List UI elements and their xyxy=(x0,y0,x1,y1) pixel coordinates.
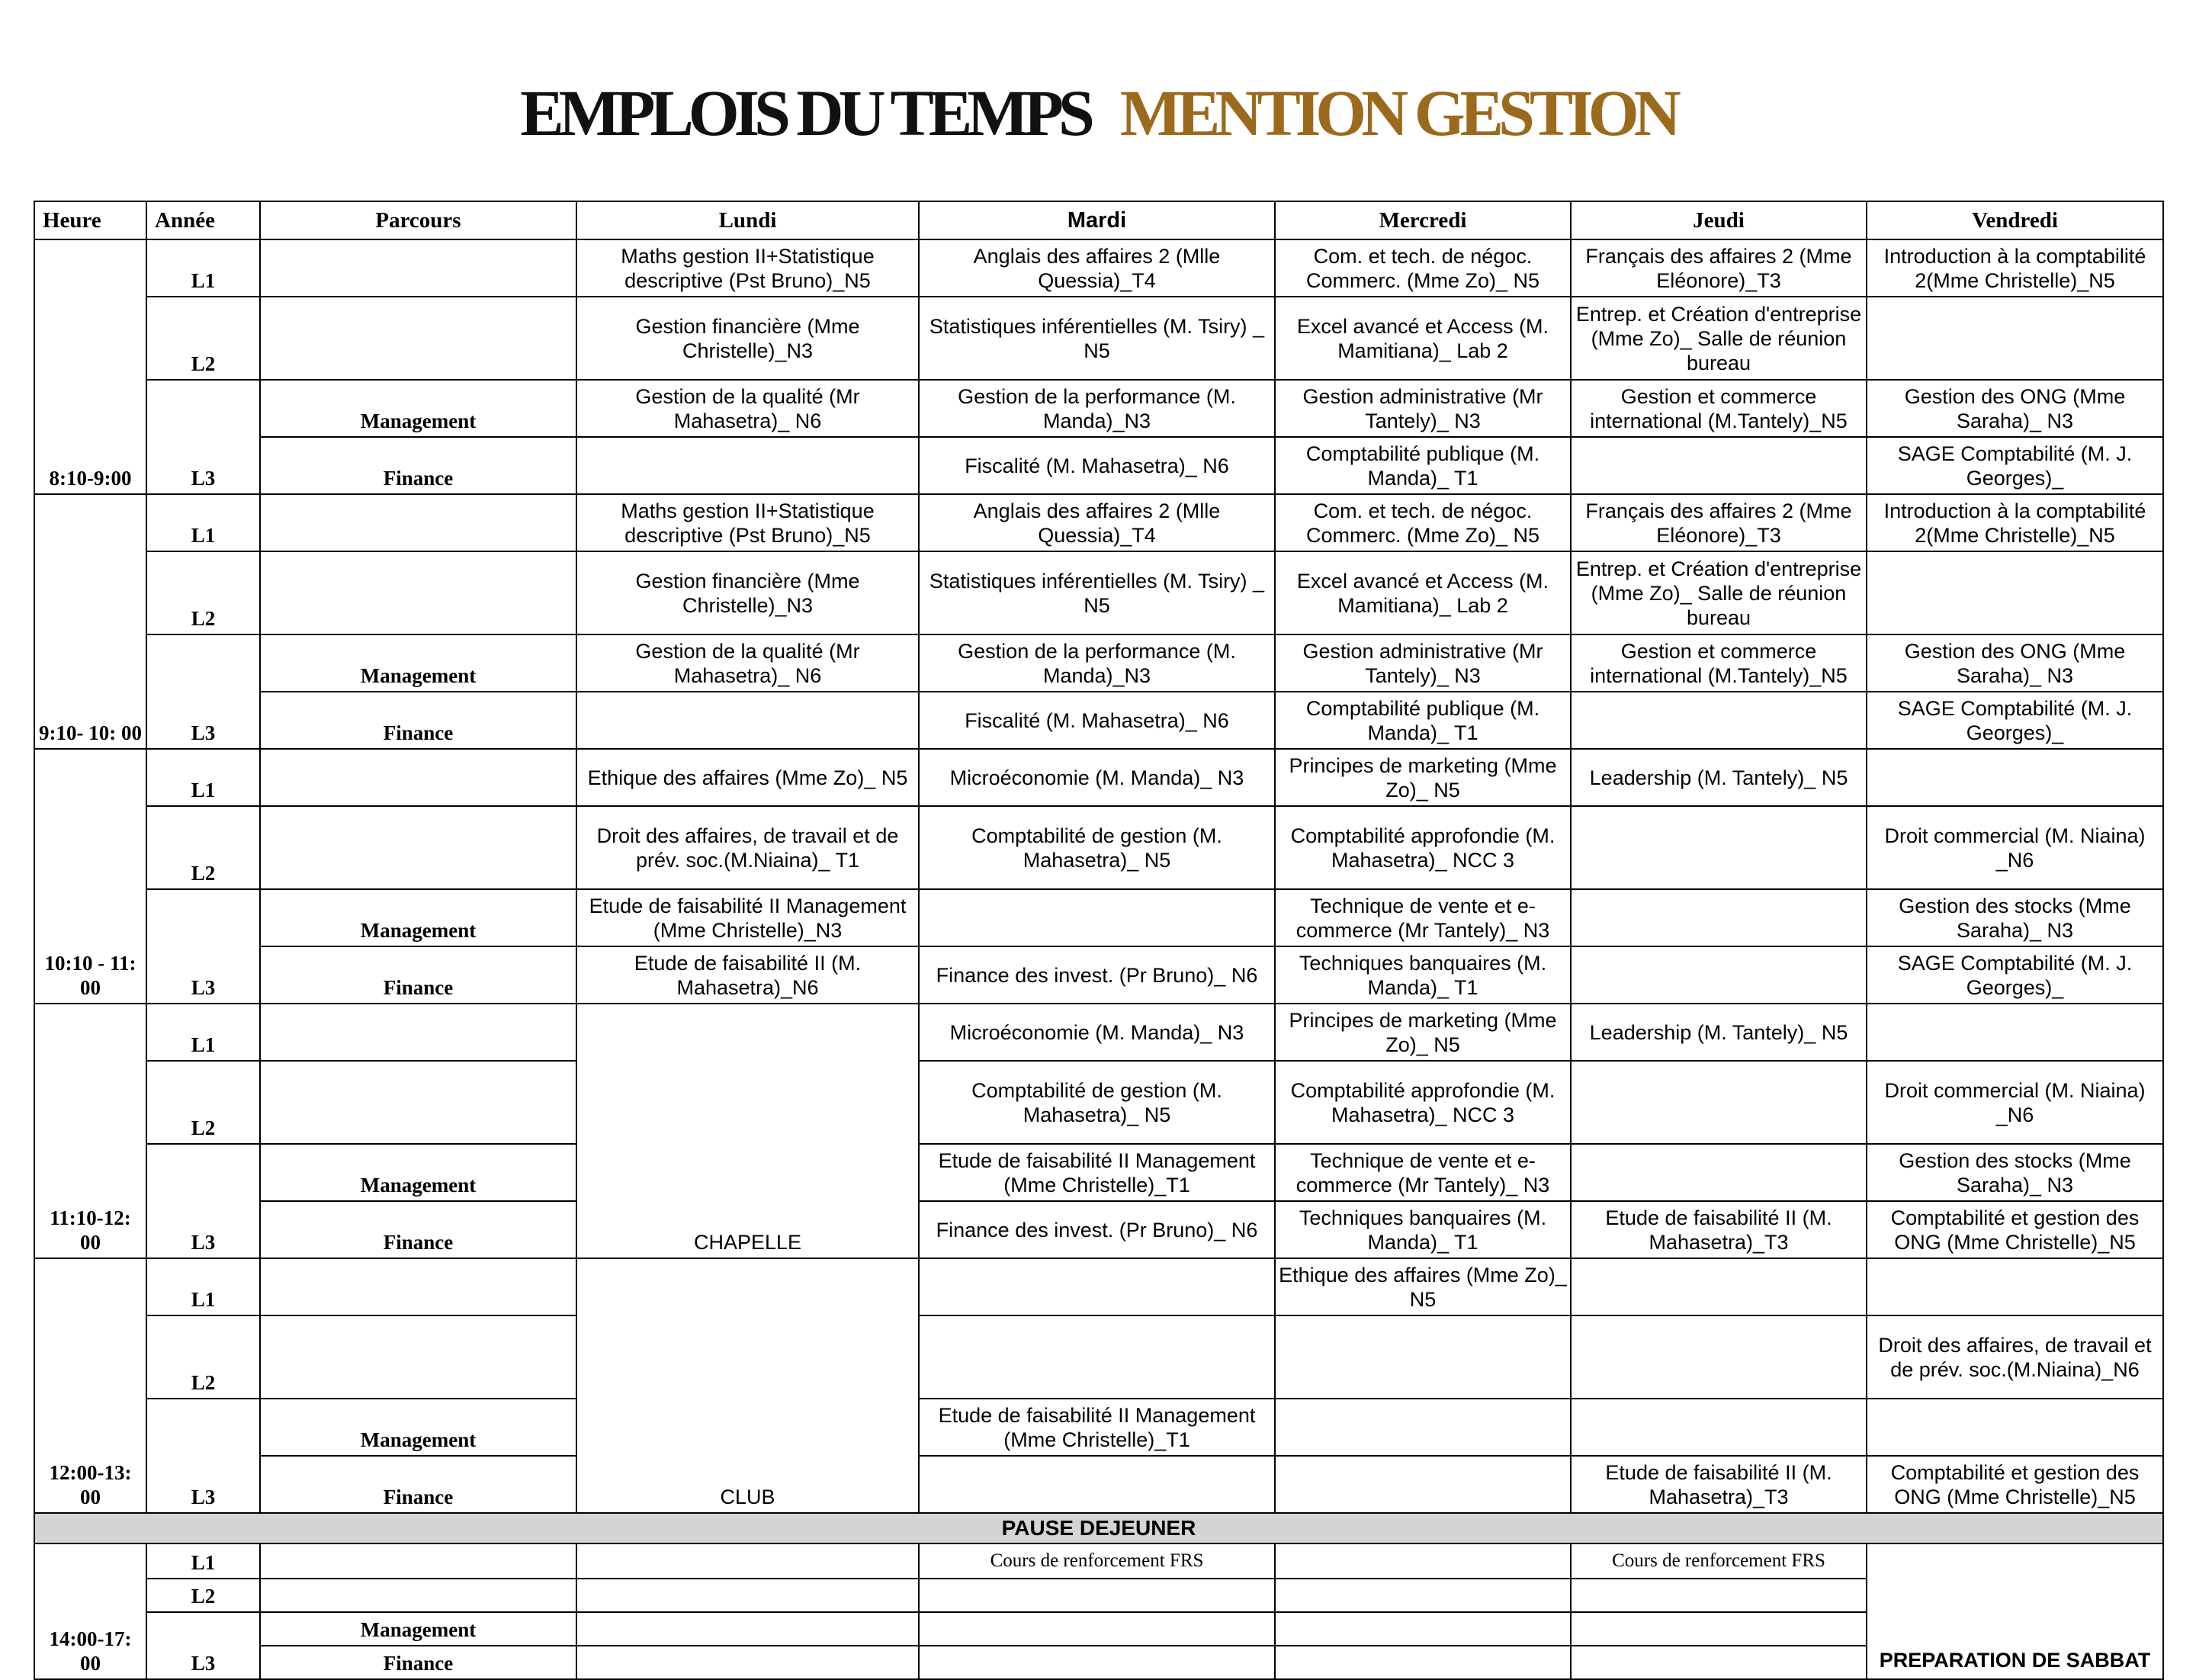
course-cell-mercredi xyxy=(1275,1456,1571,1513)
table-row xyxy=(34,634,2163,692)
course-cell-vendredi: Droit commercial (M. Niaina) _N6 xyxy=(1867,1061,2163,1144)
course-cell-jeudi xyxy=(1571,806,1867,889)
course-cell-jeudi: Leadership (M. Tantely)_ N5 xyxy=(1571,749,1867,806)
course-cell-jeudi xyxy=(1571,437,1867,494)
course-cell-mercredi: Gestion administrative (Mr Tantely)_ N3 xyxy=(1275,380,1571,437)
parcours-cell xyxy=(260,1004,576,1061)
table-row xyxy=(34,1456,2163,1513)
course-cell-mercredi: Principes de marketing (Mme Zo)_ N5 xyxy=(1275,1004,1571,1061)
parcours-cell: Management xyxy=(260,1399,576,1456)
table-row xyxy=(34,494,2163,551)
table-row xyxy=(34,380,2163,437)
header-mardi: Mardi xyxy=(919,201,1275,239)
course-cell-jeudi xyxy=(1571,946,1867,1004)
header-jeudi: Jeudi xyxy=(1571,201,1867,239)
level-cell: L2 xyxy=(146,1579,260,1612)
course-cell-lundi xyxy=(576,1646,919,1679)
course-cell-mercredi: Techniques banquaires (M. Manda)_ T1 xyxy=(1275,1201,1571,1258)
time-slot-cell: 8:10-9:00 xyxy=(34,239,146,494)
course-cell-vendredi: Gestion des stocks (Mme Saraha)_ N3 xyxy=(1867,1144,2163,1201)
parcours-cell: Finance xyxy=(260,437,576,494)
header-parcours: Parcours xyxy=(260,201,576,239)
level-cell: L3 xyxy=(146,1612,260,1679)
level-cell: L1 xyxy=(146,239,260,297)
level-cell: L3 xyxy=(146,1144,260,1258)
level-cell: L2 xyxy=(146,1315,260,1399)
table-row xyxy=(34,749,2163,806)
table-row xyxy=(34,1612,2163,1646)
table-row xyxy=(34,1399,2163,1456)
schedule-table xyxy=(34,201,2164,1680)
course-cell-lundi: Gestion financière (Mme Christelle)_N3 xyxy=(576,551,919,634)
parcours-cell xyxy=(260,239,576,297)
course-cell-mardi: Anglais des affaires 2 (Mlle Quessia)_T4 xyxy=(919,239,1275,297)
course-cell-mardi xyxy=(919,1579,1275,1612)
header-row xyxy=(34,201,2163,239)
course-cell-mardi xyxy=(919,1456,1275,1513)
course-cell-lundi: Maths gestion II+Statistique descriptive (Pst Bruno)_N5 xyxy=(576,494,919,551)
course-cell-vendredi: Droit commercial (M. Niaina) _N6 xyxy=(1867,806,2163,889)
parcours-cell: Finance xyxy=(260,1646,576,1679)
course-cell-mardi: Comptabilité de gestion (M. Mahasetra)_ N5 xyxy=(919,1061,1275,1144)
course-cell-mercredi: Gestion administrative (Mr Tantely)_ N3 xyxy=(1275,634,1571,692)
level-cell: L1 xyxy=(146,1543,260,1579)
course-cell-mercredi: Com. et tech. de négoc. Commerc. (Mme Zo)_ N5 xyxy=(1275,239,1571,297)
table-row xyxy=(34,437,2163,494)
course-cell-mercredi xyxy=(1275,1646,1571,1679)
course-cell-mercredi: Technique de vente et e-commerce (Mr Tantely)_ N3 xyxy=(1275,1144,1571,1201)
parcours-cell xyxy=(260,806,576,889)
course-cell-mardi: Etude de faisabilité II Management (Mme Christelle)_T1 xyxy=(919,1399,1275,1456)
course-cell-mardi: Finance des invest. (Pr Bruno)_ N6 xyxy=(919,1201,1275,1258)
table-row xyxy=(34,1543,2163,1579)
parcours-cell xyxy=(260,494,576,551)
table-row xyxy=(34,1646,2163,1679)
course-cell-jeudi: Entrep. et Création d'entreprise (Mme Zo)_ Salle de réunion bureau xyxy=(1571,297,1867,380)
course-cell-jeudi: Leadership (M. Tantely)_ N5 xyxy=(1571,1004,1867,1061)
course-cell-mardi: Anglais des affaires 2 (Mlle Quessia)_T4 xyxy=(919,494,1275,551)
course-cell-lundi: Etude de faisabilité II Management (Mme Christelle)_N3 xyxy=(576,889,919,946)
course-cell-lundi: Gestion de la qualité (Mr Mahasetra)_ N6 xyxy=(576,380,919,437)
course-cell-lundi: Maths gestion II+Statistique descriptive (Pst Bruno)_N5 xyxy=(576,239,919,297)
course-cell-mercredi: Comptabilité approfondie (M. Mahasetra)_ NCC 3 xyxy=(1275,1061,1571,1144)
parcours-cell: Management xyxy=(260,1612,576,1646)
course-cell-mercredi: Principes de marketing (Mme Zo)_ N5 xyxy=(1275,749,1571,806)
course-cell-jeudi xyxy=(1571,1258,1867,1315)
level-cell: L2 xyxy=(146,297,260,380)
course-cell-lundi xyxy=(576,1612,919,1646)
course-cell-mardi: Microéconomie (M. Manda)_ N3 xyxy=(919,749,1275,806)
course-cell-jeudi: Français des affaires 2 (Mme Eléonore)_T3 xyxy=(1571,239,1867,297)
course-cell-lundi xyxy=(576,1579,919,1612)
header-annee: Année xyxy=(146,201,260,239)
level-cell: L3 xyxy=(146,634,260,749)
course-cell-jeudi: Gestion et commerce international (M.Tantely)_N5 xyxy=(1571,380,1867,437)
time-slot-cell: 10:10 - 11: 00 xyxy=(34,749,146,1004)
course-cell-mardi: Fiscalité (M. Mahasetra)_ N6 xyxy=(919,692,1275,749)
course-cell-jeudi: Etude de faisabilité II (M. Mahasetra)_T3 xyxy=(1571,1456,1867,1513)
parcours-cell xyxy=(260,297,576,380)
level-cell: L1 xyxy=(146,1004,260,1061)
course-cell-vendredi xyxy=(1867,297,2163,380)
course-cell-mercredi xyxy=(1275,1579,1571,1612)
parcours-cell: Management xyxy=(260,1144,576,1201)
course-cell-vendredi: Gestion des ONG (Mme Saraha)_ N3 xyxy=(1867,634,2163,692)
course-cell-jeudi: Français des affaires 2 (Mme Eléonore)_T3 xyxy=(1571,494,1867,551)
table-row xyxy=(34,239,2163,297)
course-cell-mercredi xyxy=(1275,1315,1571,1399)
level-cell: L2 xyxy=(146,551,260,634)
parcours-cell: Management xyxy=(260,634,576,692)
course-cell-mercredi: Excel avancé et Access (M. Mamitiana)_ Lab 2 xyxy=(1275,297,1571,380)
parcours-cell xyxy=(260,1258,576,1315)
course-cell-jeudi xyxy=(1571,1646,1867,1679)
course-cell-lundi: Gestion financière (Mme Christelle)_N3 xyxy=(576,297,919,380)
course-cell-mardi: Gestion de la performance (M. Manda)_N3 xyxy=(919,634,1275,692)
table-row xyxy=(34,1579,2163,1612)
table-row xyxy=(34,1144,2163,1201)
course-cell-mardi: Etude de faisabilité II Management (Mme Christelle)_T1 xyxy=(919,1144,1275,1201)
page-title xyxy=(0,76,2196,149)
table-row xyxy=(34,889,2163,946)
course-cell-jeudi xyxy=(1571,692,1867,749)
course-cell-jeudi xyxy=(1571,1144,1867,1201)
level-cell: L1 xyxy=(146,494,260,551)
course-cell-mardi: Finance des invest. (Pr Bruno)_ N6 xyxy=(919,946,1275,1004)
course-cell-lundi: Droit des affaires, de travail et de prév. soc.(M.Niaina)_ T1 xyxy=(576,806,919,889)
course-cell-mardi: Statistiques inférentielles (M. Tsiry) _ N5 xyxy=(919,297,1275,380)
course-cell-mardi: Gestion de la performance (M. Manda)_N3 xyxy=(919,380,1275,437)
table-row xyxy=(34,692,2163,749)
course-cell-vendredi: SAGE Comptabilité (M. J. Georges)_ xyxy=(1867,946,2163,1004)
parcours-cell: Management xyxy=(260,380,576,437)
course-cell-mercredi: Excel avancé et Access (M. Mamitiana)_ Lab 2 xyxy=(1275,551,1571,634)
table-row xyxy=(34,297,2163,380)
course-cell-mardi xyxy=(919,1315,1275,1399)
course-cell-vendredi: Comptabilité et gestion des ONG (Mme Christelle)_N5 xyxy=(1867,1201,2163,1258)
course-cell-jeudi xyxy=(1571,1399,1867,1456)
time-slot-cell: 9:10- 10: 00 xyxy=(34,494,146,749)
table-row xyxy=(34,1258,2163,1315)
course-cell-lundi xyxy=(576,437,919,494)
course-cell-mardi: Microéconomie (M. Manda)_ N3 xyxy=(919,1004,1275,1061)
course-cell-jeudi: Cours de renforcement FRS xyxy=(1571,1543,1867,1579)
level-cell: L3 xyxy=(146,1399,260,1513)
course-cell-mardi xyxy=(919,889,1275,946)
course-cell-lundi: Gestion de la qualité (Mr Mahasetra)_ N6 xyxy=(576,634,919,692)
course-cell-jeudi xyxy=(1571,1612,1867,1646)
course-cell-mardi: Fiscalité (M. Mahasetra)_ N6 xyxy=(919,437,1275,494)
header-mercredi: Mercredi xyxy=(1275,201,1571,239)
course-cell-lundi: Ethique des affaires (Mme Zo)_ N5 xyxy=(576,749,919,806)
course-cell-vendredi xyxy=(1867,1258,2163,1315)
course-cell-mercredi: Technique de vente et e-commerce (Mr Tantely)_ N3 xyxy=(1275,889,1571,946)
parcours-cell: Management xyxy=(260,889,576,946)
level-cell: L2 xyxy=(146,806,260,889)
parcours-cell: Finance xyxy=(260,692,576,749)
course-cell-vendredi: Introduction à la comptabilité 2(Mme Christelle)_N5 xyxy=(1867,239,2163,297)
time-slot-cell: 11:10-12: 00 xyxy=(34,1004,146,1258)
course-cell-mercredi: Comptabilité publique (M. Manda)_ T1 xyxy=(1275,692,1571,749)
course-cell-mercredi: Comptabilité approfondie (M. Mahasetra)_ NCC 3 xyxy=(1275,806,1571,889)
course-cell-lundi xyxy=(576,1543,919,1579)
course-cell-mercredi: Ethique des affaires (Mme Zo)_ N5 xyxy=(1275,1258,1571,1315)
level-cell: L3 xyxy=(146,889,260,1004)
course-cell-mardi: Statistiques inférentielles (M. Tsiry) _ N5 xyxy=(919,551,1275,634)
course-cell-jeudi xyxy=(1571,1579,1867,1612)
course-cell-mercredi: Comptabilité publique (M. Manda)_ T1 xyxy=(1275,437,1571,494)
course-cell-vendredi: Gestion des stocks (Mme Saraha)_ N3 xyxy=(1867,889,2163,946)
header-lundi: Lundi xyxy=(576,201,919,239)
course-cell-mardi xyxy=(919,1258,1275,1315)
level-cell: L1 xyxy=(146,749,260,806)
header-vendredi: Vendredi xyxy=(1867,201,2163,239)
level-cell: L3 xyxy=(146,380,260,494)
header-heure: Heure xyxy=(34,201,146,239)
title-mention: MENTION GESTION xyxy=(1119,76,1676,149)
level-cell: L2 xyxy=(146,1061,260,1144)
course-cell-jeudi xyxy=(1571,889,1867,946)
course-cell-mercredi xyxy=(1275,1612,1571,1646)
table-row xyxy=(34,1004,2163,1061)
course-cell-mercredi xyxy=(1275,1543,1571,1579)
parcours-cell: Finance xyxy=(260,1456,576,1513)
course-cell-mercredi: Com. et tech. de négoc. Commerc. (Mme Zo)_ N5 xyxy=(1275,494,1571,551)
table-row xyxy=(34,946,2163,1004)
pause-label: PAUSE DEJEUNER xyxy=(34,1513,2163,1543)
parcours-cell xyxy=(260,1061,576,1144)
parcours-cell: Finance xyxy=(260,1201,576,1258)
course-cell-mardi xyxy=(919,1612,1275,1646)
course-cell-vendredi: Gestion des ONG (Mme Saraha)_ N3 xyxy=(1867,380,2163,437)
table-row xyxy=(34,1201,2163,1258)
table-row xyxy=(34,551,2163,634)
time-slot-cell: 14:00-17: 00 xyxy=(34,1543,146,1679)
course-cell-mercredi: Techniques banquaires (M. Manda)_ T1 xyxy=(1275,946,1571,1004)
course-cell-jeudi xyxy=(1571,1061,1867,1144)
course-cell-vendredi xyxy=(1867,749,2163,806)
course-cell-vendredi xyxy=(1867,551,2163,634)
course-cell-vendredi xyxy=(1867,1004,2163,1061)
course-cell-vendredi: Comptabilité et gestion des ONG (Mme Christelle)_N5 xyxy=(1867,1456,2163,1513)
table-row xyxy=(34,806,2163,889)
course-cell-vendredi: Droit des affaires, de travail et de prév. soc.(M.Niaina)_N6 xyxy=(1867,1315,2163,1399)
parcours-cell xyxy=(260,1543,576,1579)
table-row xyxy=(34,1315,2163,1399)
parcours-cell xyxy=(260,1315,576,1399)
course-cell-lundi: Etude de faisabilité II (M. Mahasetra)_N6 xyxy=(576,946,919,1004)
course-cell-lundi xyxy=(576,692,919,749)
course-cell-jeudi: Entrep. et Création d'entreprise (Mme Zo)_ Salle de réunion bureau xyxy=(1571,551,1867,634)
parcours-cell: Finance xyxy=(260,946,576,1004)
course-cell-mardi: Cours de renforcement FRS xyxy=(919,1543,1275,1579)
level-cell: L1 xyxy=(146,1258,260,1315)
course-cell-jeudi: Gestion et commerce international (M.Tantely)_N5 xyxy=(1571,634,1867,692)
course-cell-vendredi: SAGE Comptabilité (M. J. Georges)_ xyxy=(1867,437,2163,494)
course-cell-mercredi xyxy=(1275,1399,1571,1456)
course-cell-lundi: CHAPELLE xyxy=(576,1004,919,1258)
course-cell-jeudi: Etude de faisabilité II (M. Mahasetra)_T3 xyxy=(1571,1201,1867,1258)
time-slot-cell: 12:00-13: 00 xyxy=(34,1258,146,1513)
course-cell-mardi xyxy=(919,1646,1275,1679)
course-cell-jeudi xyxy=(1571,1315,1867,1399)
pause-row xyxy=(34,1513,2163,1543)
course-cell-vendredi: Introduction à la comptabilité 2(Mme Christelle)_N5 xyxy=(1867,494,2163,551)
sabbat-cell: PREPARATION DE SABBAT xyxy=(1867,1543,2163,1679)
course-cell-vendredi xyxy=(1867,1399,2163,1456)
course-cell-lundi: CLUB xyxy=(576,1258,919,1513)
course-cell-vendredi: SAGE Comptabilité (M. J. Georges)_ xyxy=(1867,692,2163,749)
course-cell-mardi: Comptabilité de gestion (M. Mahasetra)_ N5 xyxy=(919,806,1275,889)
parcours-cell xyxy=(260,749,576,806)
table-row xyxy=(34,1061,2163,1144)
title-main: EMPLOIS DU TEMPS xyxy=(520,76,1090,149)
parcours-cell xyxy=(260,551,576,634)
parcours-cell xyxy=(260,1579,576,1612)
